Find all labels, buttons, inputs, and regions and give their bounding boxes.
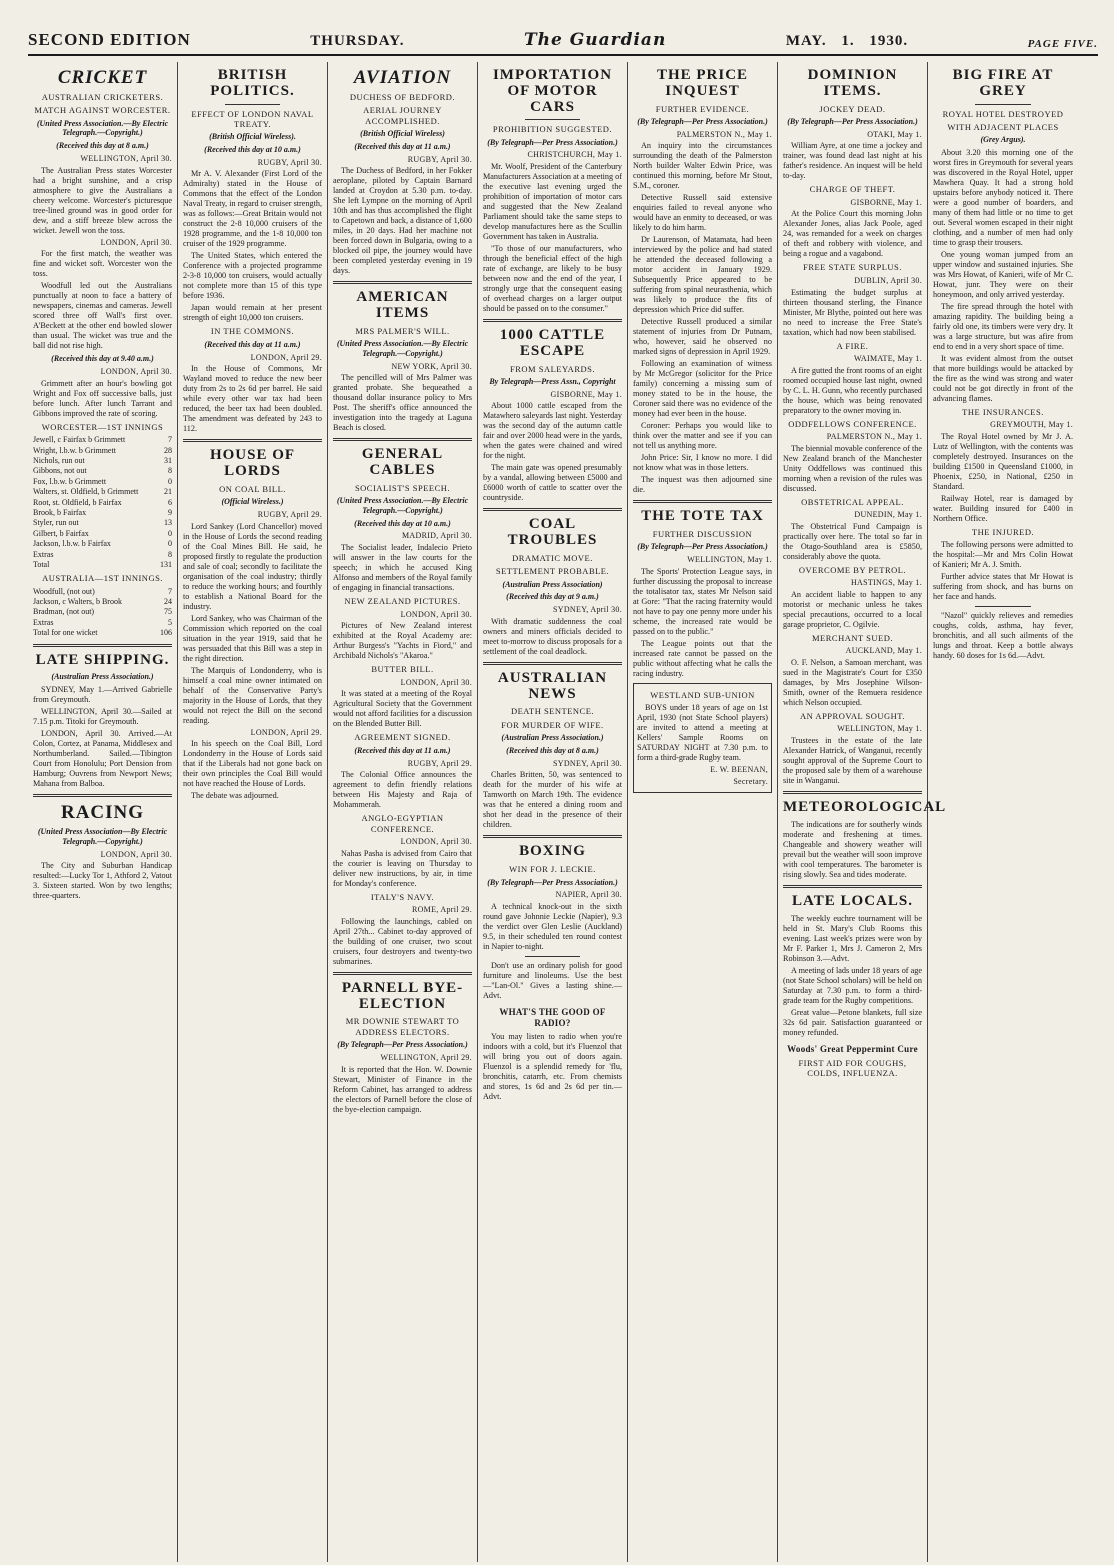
headline-late-locals: LATE LOCALS.: [792, 892, 913, 909]
score-row: Walters, st. Oldfield, b Grimmett 21: [33, 487, 172, 497]
article-paragraph: Detective Russell said extensive enquiries failed to reveal anyone who would have an enmity to deceased, or was likely to do him harm.: [633, 193, 772, 233]
article-paragraph: Lord Sankey (Lord Chancellor) moved in the House of Lords the second reading of the Coal Mines Bill. He said, he proposed firstly to regulate the production and sale of coal; secondly to facilitate the organisation of the coal industry; thirdly to reduce the working hours; and fourthly to establish a National Board for the industry.: [183, 521, 322, 611]
advertisement: Don't use an ordinary polish for good furniture and linoleums. Use the best —"Lan-Ol." Gives a lasting shine.—Advt.: [483, 961, 622, 1001]
column-1: [28, 62, 178, 1562]
article-paragraph: Dr Laurenson, of Matamata, had been interviewed by the police and had stated he attended the deceased following a motor accident in January 1929. Subsequently Price appeared to be suffering from spinal neurasthenia, which was likely to produce the fits of depression which Price did suffer.: [633, 235, 772, 315]
article-paragraph: Following the launchings, cabled on April 27th... Cabinet to-day approved of the building of one cruiser, two scout cruisers, four destroyers and twenty-two submarines.: [333, 916, 472, 966]
score-row: Woodfull, (not out) 7: [33, 586, 172, 596]
received-note: (Received this day at 8 a.m.): [506, 745, 599, 755]
dateline: WELLINGTON, May 1.: [837, 724, 922, 734]
received-note: (Received this day at 10 a.m.): [204, 144, 301, 154]
masthead-date: MAY. 1. 1930.: [785, 33, 909, 49]
article-paragraph: The Sports' Protection League says, in further discussing the proposal to increase the totalisator tax, states Mr Nelson said at Gore: "That the racing fraternity would not have to pay one penny more under his scheme, the increased rate would be passed on to the public.": [633, 566, 772, 636]
score-row: Jackson, c Walters, b Brook 24: [33, 597, 172, 607]
press-credit: (Australian Press Association): [502, 579, 603, 589]
divider: [33, 794, 172, 797]
article-paragraph: The City and Suburban Handicap resulted:—Lucky Tor 1, Athford 2, Vatout 3. Sixteen started. Won by two lengths; three-quarters.: [33, 861, 172, 901]
score-row: Nichols, run out 31: [33, 456, 172, 466]
article-paragraph: With dramatic suddenness the coal owners and miners officials decided to meet to-morrow to discuss proposals for a settlement of the coal deadlock.: [483, 616, 622, 656]
dateline: WELLINGTON, April 30.: [80, 153, 172, 163]
article-paragraph: Woodfull led out the Australians punctually at noon to face a battery of newspapers, cinemas and cameras. Jewell scored three off Wall's first over. A'Beckett at the other end bowled slower than usual. The wicket was true and the ball did not rise high.: [33, 281, 172, 351]
score-row: Jewell, c Fairfax b Grimmett 7: [33, 435, 172, 445]
headline-tote-tax: THE TOTE TAX: [641, 508, 764, 525]
subhead: ITALY'S NAVY.: [370, 891, 435, 902]
subhead: MERCHANT SUED.: [812, 633, 893, 644]
dateline: RUGBY, April 30.: [407, 154, 472, 164]
press-credit: (British Official Wireless).: [209, 132, 296, 142]
masthead: [28, 30, 1098, 56]
dateline: SYDNEY, April 30.: [553, 758, 622, 768]
divider: [975, 606, 1031, 607]
subhead: FURTHER DISCUSSION: [652, 529, 753, 540]
page-number: PAGE FIVE.: [1027, 38, 1098, 50]
dateline: WELLINGTON, April 29.: [380, 1052, 472, 1062]
article-paragraph: A technical knock-out in the sixth round gave Johnnie Leckie (Napier), 9.3 the verdict over Glen Leslie (Auckland) 9.5, in their scheduled ten round contest in Napier to-night.: [483, 902, 622, 952]
subhead: FROM SALEYARDS.: [510, 363, 595, 374]
dateline: LONDON, April 29.: [250, 352, 322, 362]
article-paragraph: It is reported that the Hon. W. Downie Stewart, Minister of Finance in the Reform Cabinet, has arranged to address the electors of Parnell before the close of the bye-election campaign.: [333, 1064, 472, 1114]
column-5: [628, 62, 778, 1562]
article-paragraph: The debate was adjourned.: [191, 791, 279, 801]
subhead: CHARGE OF THEFT.: [809, 184, 896, 195]
divider: [633, 500, 772, 503]
divider: [483, 508, 622, 511]
headline-importation-motor-cars: IMPORTATION OF MOTOR CARS: [492, 67, 613, 115]
dateline: LONDON, April 30.: [100, 237, 172, 247]
headline-australian-news: AUSTRALIAN NEWS: [497, 669, 608, 702]
headline-general-cables: GENERAL CABLES: [361, 446, 444, 479]
press-credit: (Australian Press Association.): [51, 672, 154, 682]
subhead: AERIAL JOURNEY ACCOMPLISHED.: [363, 105, 442, 126]
press-credit: (By Telegraph—Per Press Association.): [637, 542, 768, 552]
article-paragraph: Lord Sankey, who was Chairman of the Commission which reported on the coal situation in the year 1919, said that he was persuaded that this Bill was a step in the right direction.: [183, 613, 322, 663]
divider: [525, 119, 581, 120]
dateline: PALMERSTON N., May 1.: [676, 129, 772, 139]
column-4: [478, 62, 628, 1562]
headline-parnell-bye-election: PARNELL BYE-ELECTION: [341, 979, 464, 1012]
newspaper-title: The Guardian: [523, 30, 667, 50]
edition-label: SECOND EDITION: [28, 30, 191, 49]
dateline: LONDON, April 30.: [400, 837, 472, 847]
subhead: IN THE COMMONS.: [210, 326, 295, 337]
article-paragraph: The following persons were admitted to the hospital:—Mr and Mrs Colin Howat of Kanieri; Mr A. J. Smith.: [933, 540, 1073, 570]
article-paragraph: Grimmett after an hour's bowling got Wright and Fox off successive balls, just before lunch. After lunch Tarrant and Gibbons improved the rate of scoring.: [33, 378, 172, 418]
headline-cattle-escape: 1000 CATTLE ESCAPE: [499, 327, 606, 359]
subhead: DEATH SENTENCE.: [510, 706, 595, 717]
article-paragraph: The fire spread through the hotel with amazing rapidity. The building being a fairly old one, its timbers were very dry. It was a large structure, but was afire from end to end in a very short space of time.: [933, 301, 1073, 351]
score-row: Gilbert, b Fairfax 0: [33, 528, 172, 538]
scorecard-title: WORCESTER—1ST INNINGS: [41, 421, 164, 432]
column-7: [928, 62, 1078, 1562]
article-paragraph: Charles Britten, 50, was sentenced to death for the murder of his wife at Tamworth on March 19th. The evidence was that he entered a dining room and shot her dead in the presence of their children.: [483, 770, 622, 830]
notice-text: BOYS under 18 years of age on 1st April, 1930 (not State School players) are invited to attend a meeting at Kellers' Sample Rooms on SATURDAY NIGHT at 7.30 p.m. to form a third-grade Rugby team.: [637, 703, 768, 763]
score-row: Styler, run out 13: [33, 518, 172, 528]
press-credit: (Official Wireless.): [221, 497, 284, 507]
article-paragraph: Nahas Pasha is advised from Cairo that the courier is leaving on Thursday to deliver new instructions, by air, in time for Monday's conference.: [333, 848, 472, 888]
score-row: Bradman, (not out) 75: [33, 607, 172, 617]
received-note: (Received this day at 11 a.m.): [204, 339, 301, 349]
dateline: OTAKI, May 1.: [867, 129, 922, 139]
headline-aviation: AVIATION: [353, 67, 452, 88]
article-paragraph: Mr. Woolf, President of the Canterbury Manufacturers Association at a meeting of the executive last evening urged the prohibition of importation of motor cars and suggested that the New Zealand Parliament should take the same steps to develop manufactures here as the Scullin Government has taken in Australia.: [483, 162, 622, 242]
headline-boxing: BOXING: [519, 843, 586, 860]
article-paragraph: It was evident almost from the outset that more buildings would be attacked by the fire as the wind was strong and water could not be got directly in front of the advancing flames.: [933, 353, 1073, 403]
subhead: ROYAL HOTEL DESTROYED: [942, 108, 1064, 119]
dateline: GISBORNE, May 1.: [850, 197, 922, 207]
subhead: THE INSURANCES.: [962, 406, 1044, 417]
headline-cricket: CRICKET: [57, 67, 148, 88]
received-note: (Received this day at 8 a.m.): [56, 141, 149, 151]
divider: [33, 644, 172, 647]
dateline: ROME, April 29.: [411, 905, 472, 915]
advertisement: You may listen to radio when you're indoors with a cold, but it's Fluenzol that will bring you out of doors again. Fluenzol is a splendid remedy for 'flu, bronchitis, catarrh, etc. From chemists and stores, 1s 6d and 2s 6d per tin.—Advt.: [483, 1031, 622, 1101]
subhead: WITH ADJACENT PLACES: [947, 121, 1059, 132]
subhead: SOCIALIST'S SPEECH.: [354, 482, 451, 493]
masthead-day: THURSDAY.: [310, 33, 405, 49]
article-paragraph: The pencilled will of Mrs Palmer was granted probate. She bequeathed a thousand dollar insurance policy to Mrs Post. The sheriff's office announced the investigation into the tragedy at Laguna Beach is closed.: [333, 373, 472, 433]
received-note: (Received this day at 10 a.m.): [354, 518, 451, 528]
divider: [525, 956, 581, 957]
peppermint-cure-tagline: FIRST AID FOR COUGHS, COLDS, INFLUENZA.: [798, 1057, 907, 1079]
dateline: MADRID, April 30.: [402, 531, 472, 541]
westland-notice: [633, 683, 772, 793]
subhead: AGREEMENT SIGNED.: [354, 732, 451, 743]
subhead: ON COAL BILL.: [219, 483, 286, 494]
article-paragraph: An accident liable to happen to any motorist or mechanic unless he takes special precautions, occurred to a local garage proprietor, C. Ogilvie.: [783, 590, 922, 630]
article-paragraph: The main gate was opened presumably by a vandal, allowing between £5000 and £6000 worth of cattle to scatter over the countryside.: [483, 463, 622, 503]
dateline: RUGBY, April 29.: [257, 509, 322, 519]
dateline: WELLINGTON, May 1.: [687, 555, 772, 565]
score-row: Wright, l.b.w. b Grimmett 28: [33, 445, 172, 455]
press-credit: (United Press Association.—By Electric Telegraph.—Copyright.): [336, 496, 469, 515]
article-paragraph: Pictures of New Zealand interest exhibited at the Royal Academy are: Arthur Burgess's "Yachts in Fiord," and Archibald Nichols's "Akaroa.": [333, 621, 472, 661]
score-row: Root, st. Oldfield, b Fairfax 6: [33, 497, 172, 507]
article-paragraph: John Price: Sir, I know no more. I did not know what was in those letters.: [633, 453, 772, 473]
article-paragraph: LONDON, April 30. Arrived.—At Colon, Cortez, at Panama, Middlesex and Northumberland. Sailed.—Tibington Court from Honolulu; Port Dension from Hamburg; Ouvrens from Newport News; Mahana from Balboa.: [33, 729, 172, 789]
headline-racing: RACING: [60, 802, 145, 824]
press-credit: (Australian Press Association.): [501, 733, 604, 743]
column-2: [178, 62, 328, 1562]
notice-signature-title: Secretary.: [733, 777, 768, 787]
advertisement: "Nazol" quickly relieves and remedies coughs, colds, asthma, hay fever, bronchitis, and all such ailments of the lungs and throat. Keep a bottle always handy. 60 doses for 1s 6d.—Advt.: [933, 611, 1073, 661]
press-credit: (By Telegraph—Per Press Association.): [487, 137, 618, 147]
headline-big-fire: BIG FIRE AT GREY: [952, 67, 1054, 99]
article-paragraph: Coroner: Perhaps you would like to think over the matter and see if you can not tell us anything more.: [633, 421, 772, 451]
dateline: RUGBY, April 29.: [407, 758, 472, 768]
dateline: HASTINGS, May 1.: [850, 578, 922, 588]
notice-signature: E. W. BEENAN,: [710, 765, 768, 775]
received-note: (Received this day at 11 a.m.): [354, 745, 451, 755]
dateline: PALMERSTON N., May 1.: [826, 432, 922, 442]
article-paragraph: The Colonial Office announces the agreement to defin friendly relations between His Majesty and Raja of Mohammerah.: [333, 770, 472, 810]
dateline: GREYMOUTH, May 1.: [990, 420, 1073, 430]
scorecard-worcester: [33, 435, 172, 570]
article-paragraph: In his speech on the Coal Bill, Lord Londonderry in the House of Lords said that if the Liberals had not gone back on their own principles the Coal Bill would not have reached the House of Lords.: [183, 739, 322, 789]
score-row: Jackson, l.b.w. b Fairfax 0: [33, 539, 172, 549]
divider: [483, 319, 622, 322]
article-paragraph: At the Police Court this morning John Alexander Jones, alias Jack Poole, aged 24, was remanded for a week on charges of theft and robbery with violence, and being a rogue and a vagabond.: [783, 209, 922, 259]
divider: [333, 972, 472, 975]
received-note: (Received this day at 9 a.m.): [506, 592, 599, 602]
received-note: (Received this day at 9.40 a.m.): [51, 354, 154, 364]
score-row: Fox, l.b.w. b Grimmett 0: [33, 476, 172, 486]
subhead: FREE STATE SURPLUS.: [803, 262, 902, 273]
dateline: SYDNEY, April 30.: [553, 605, 622, 615]
score-row: Extras 8: [33, 549, 172, 559]
dateline: DUBLIN, April 30.: [854, 275, 922, 285]
score-total: Total for one wicket 106: [33, 628, 172, 638]
subhead: AN APPROVAL SOUGHT.: [800, 711, 905, 722]
dateline: NAPIER, April 30.: [555, 890, 622, 900]
press-credit: (By Telegraph—Per Press Association.): [637, 116, 768, 126]
subhead: DUCHESS OF BEDFORD.: [349, 91, 456, 102]
dateline: NEW YORK, April 30.: [391, 361, 472, 371]
dateline: RUGBY, April 30.: [257, 157, 322, 167]
divider: [783, 791, 922, 794]
divider: [333, 438, 472, 441]
article-paragraph: SYDNEY, May 1.—Arrived Gabrielle from Greymouth.: [33, 685, 172, 705]
headline-dominion-items: DOMINION ITEMS.: [807, 67, 898, 99]
article-paragraph: A meeting of lads under 18 years of age (not State School scholars) will be held on Saturday at 7.30 p.m. to form a third-grade team for the Rugby competitions.: [783, 965, 922, 1005]
subhead: PROHIBITION SUGGESTED.: [492, 124, 613, 135]
article-paragraph: One young woman jumped from an upper window and sustained injuries. She was Mrs Howat, of Kanieri, wife of Mr C. Howat, junr. They were on their honeymoon, and only arrived yesterday.: [933, 249, 1073, 299]
article-paragraph: The Marquis of Londonderry, who is himself a coal mine owner intimated on behalf of the Conservative Party's majority in the House of Lords, that they would not reject the Bill on the second reading.: [183, 665, 322, 725]
subhead: FURTHER EVIDENCE.: [655, 103, 750, 114]
subhead: A FIRE.: [836, 340, 869, 351]
column-6: [778, 62, 947, 1562]
radio-ad-heading: WHAT'S THE GOOD OF RADIO?: [499, 1007, 606, 1028]
article-paragraph: "To those of our manufacturers, who through the beneficial effect of the high rate of exchange, are likely to be busy between now and the end of the year, I strongly urge that the consequent easing of overhead charges on a larger output should be passed on to the consumer.": [483, 244, 622, 314]
article-paragraph: The Socialist leader, Indalecio Prieto will answer in the law courts for the speech; in which he accused King Alfonso and members of the Royal family of engaging in financial transactions.: [333, 543, 472, 593]
dateline: GISBORNE, May 1.: [550, 389, 622, 399]
score-row: Gibbons, not out 8: [33, 466, 172, 476]
subhead: NEW ZEALAND PICTURES.: [344, 596, 461, 607]
scorecard-australia: [33, 587, 172, 639]
press-credit: By Telegraph—Press Assn., Copyright: [489, 376, 616, 386]
dateline: LONDON, April 30.: [100, 367, 172, 377]
article-paragraph: In the House of Commons, Mr Wayland moved to reduce the new beer duty from 2s to 2s 6d per barrel. He said while every other war tax had been reduced, the beer tax had been doubled. The amendment was defeated by 243 to 112.: [183, 364, 322, 434]
headline-price-inquest: THE PRICE INQUEST: [656, 67, 749, 99]
divider: [483, 662, 622, 665]
article-paragraph: Trustees in the estate of the late Alexander Hatrick, of Wanganui, recently sought approval of the Supreme Court to the proposed sale by them of a warehouse site in Wanganui.: [783, 736, 922, 786]
score-row: Extras 5: [33, 617, 172, 627]
headline-coal-troubles: COAL TROUBLES: [507, 516, 598, 549]
subhead: THE INJURED.: [971, 527, 1035, 538]
article-paragraph: The United States, which entered the Conference with a projected programme 2-3-8 10,000 ton cruisers, would actually not complete more than 15 of this type before 1936.: [183, 251, 322, 301]
dateline: DUNEDIN, May 1.: [854, 510, 922, 520]
dateline: LONDON, April 30.: [100, 849, 172, 859]
article-paragraph: About 1000 cattle escaped from the Matawhero saleyards last night. Yesterday was the second day of the autumn cattle fair and over 2000 head were in the yards, when the gates were chained and wired for the night.: [483, 401, 622, 461]
article-paragraph: Mr A. V. Alexander (First Lord of the Admiralty) stated in the House of Commons that the effect of the London Naval Treaty, in regard to cruiser strength, was as follows:—Great Britain would not construct the 2-8 10,000 cruisers of the 1928 programme, and the 1-8 10,000 ton cruiser of the 1929 programme.: [183, 169, 322, 249]
subhead: ANGLO-EGYPTIAN CONFERENCE.: [361, 813, 444, 834]
divider: [975, 104, 1031, 105]
article-paragraph: An inquiry into the circumstances surrounding the death of the Palmerston North builder Walter Edwin Price, was continued this morning, before Mr Stout, S.M., coroner.: [633, 141, 772, 191]
article-paragraph: William Ayre, at one time a jockey and trainer, was found dead last night at his father's residence. An inquest will be held to-day.: [783, 141, 922, 181]
subhead: JOCKEY DEAD.: [819, 103, 886, 114]
dateline: WAIMATE, May 1.: [853, 353, 922, 363]
article-paragraph: The League points out that the increased rate cannot be passed on the public without affecting what he calls the racing industry.: [633, 638, 772, 678]
subhead: OBSTETRICAL APPEAL.: [801, 496, 904, 507]
press-credit: (United Press Association.—By Electric Telegraph.—Copyright.): [336, 339, 469, 358]
headline-meteorological: METEOROLOGICAL: [783, 799, 947, 816]
press-credit: (By Telegraph—Per Press Association.): [787, 116, 918, 126]
article-paragraph: The weekly euchre tournament will be held in St. Mary's Club Rooms this evening. Last week's prizes were won by Mr F. Parker 1, Mrs J. Cameron 2, Mrs Robinson 3.—Advt.: [783, 913, 922, 963]
subhead: BUTTER BILL.: [371, 664, 434, 675]
press-credit: (By Telegraph—Per Press Association.): [337, 1040, 468, 1050]
article-paragraph: Further advice states that Mr Howat is suffering from shock, and has burns on her face and hands.: [933, 572, 1073, 602]
subhead: MRS PALMER'S WILL.: [355, 325, 450, 336]
headline-british-politics: BRITISH POLITICS.: [210, 67, 295, 99]
press-credit: (United Press Association—By Electric Telegraph.—Copyright.): [37, 827, 168, 846]
subhead: OVERCOME BY PETROL.: [798, 564, 907, 575]
article-paragraph: The inquest was then adjourned sine die.: [633, 475, 772, 495]
peppermint-cure-ad: Woods' Great Peppermint Cure: [787, 1043, 918, 1054]
subhead: AUSTRALIAN CRICKETERS.: [41, 91, 164, 102]
dateline: LONDON, April 30.: [400, 677, 472, 687]
article-paragraph: The Duchess of Bedford, in her Fokker aeroplane, piloted by Captain Barnard landed at Croydon at 5.30 p.m. to-day. She left Lympne on the morning of April 10th and has thus accomplished the flight to Capetown and back, a distance of 1,600 miles, in 20 days. Had her machine not been forced down in Bulgaria, owing to a blocked oil pipe, the journey would have been completed yesterday evening in 19 days.: [333, 166, 472, 276]
article-paragraph: The Royal Hotel owned by Mr J. A. Lutz of Wellington, with the contents was completely destroyed. Insurances on the building £1500 in Queensland £1000, in Phoenix, £250, in National, £250 in Standard.: [933, 432, 1073, 492]
subhead: DRAMATIC MOVE.: [512, 552, 593, 563]
headline-house-of-lords: HOUSE OF LORDS: [209, 447, 296, 480]
article-paragraph: The Obstetrical Fund Campaign is practically over here. The total so far in the Otago-Southland area is £5850, considerably above the quota.: [783, 521, 922, 561]
press-credit: (By Telegraph—Per Press Association.): [487, 877, 618, 887]
subhead: MR DOWNIE STEWART TO ADDRESS ELECTORS.: [345, 1016, 460, 1037]
article-paragraph: Estimating the budget surplus at thirteen thousand sterling, the Finance Minister, Mr Blythe, pointed out here was no need to increase the Free State's taxation, which had now been stabilised.: [783, 287, 922, 337]
subhead: FOR MURDER OF WIFE.: [501, 719, 604, 730]
article-paragraph: About 3.20 this morning one of the worst fires in Greymouth for several years was discovered in the Royal Hotel, upper Mawhera Quay. It had a strong hold upstairs before anybody noticed it. There were a good number of boarders, and many of them had little or no time to get out. Several women escaped in their night clothing, and a number of men had only time to grasp their trousers.: [933, 147, 1073, 247]
article-paragraph: It was stated at a meeting of the Royal Agricultural Society that the Government would not afford facilities for a discussion on the Blended Butter Bill.: [333, 689, 472, 729]
article-paragraph: The indications are for southerly winds moderate and freshening at times. Changeable and showery weather will prevail but the weather will soon improve with cool temperatures. The barometer is rising slowly. Sea and tides moderate.: [783, 819, 922, 879]
article-paragraph: Great value—Petone blankets, full size 32s 6d pair. Satisfaction guaranteed or money refunded.: [783, 1007, 922, 1037]
column-3: [328, 62, 478, 1562]
headline-late-shipping: LATE SHIPPING.: [35, 651, 170, 668]
press-credit: (British Official Wireless): [360, 129, 445, 139]
subhead: MATCH AGAINST WORCESTER.: [34, 105, 171, 116]
received-note: (Received this day at 11 a.m.): [354, 141, 451, 151]
press-credit: (Grey Argus).: [980, 135, 1026, 145]
dateline: AUCKLAND, May 1.: [845, 646, 922, 656]
columns: [28, 62, 1098, 1562]
article-paragraph: Detective Russell produced a similar statement of injuries from Dr Putnam, who, however, said he observed no marked signs of depression in April 1929.: [633, 317, 772, 357]
article-paragraph: O. F. Nelson, a Samoan merchant, was sued in the Magistrate's Court for £350 damages, by Mrs Josephine Wilson-Smith, owner of the Remuera residence which Nelson occupied.: [783, 658, 922, 708]
score-total: Total 131: [33, 559, 172, 569]
divider: [483, 835, 622, 838]
divider: [225, 104, 281, 105]
subhead: SETTLEMENT PROBABLE.: [495, 566, 610, 577]
article-paragraph: Japan would remain at her present strength of eight 10,000 ton cruisers.: [183, 303, 322, 323]
article-paragraph: For the first match, the weather was fine and wicket soft. Worcester won the toss.: [33, 249, 172, 279]
subhead: EFFECT OF LONDON NAVAL TREATY.: [191, 108, 314, 129]
divider: [783, 885, 922, 888]
article-paragraph: A fire gutted the front rooms of an eight roomed occupied house last night, owned by C. L. H. Gunn, who recently purchased the house, which was being renovated preparatory to the owner moving in.: [783, 365, 922, 415]
article-paragraph: Railway Hotel, rear is damaged by water. Building insured for £400 in Northern Office.: [933, 494, 1073, 524]
divider: [333, 281, 472, 284]
headline-american-items: AMERICAN ITEMS: [356, 289, 449, 322]
article-paragraph: The biennial movable conference of the New Zealand branch of the Manchester Unity Oddfellows was continued this morning when a revision of the rules was discussed.: [783, 443, 922, 493]
dateline: CHRISTCHURCH, May 1.: [527, 150, 622, 160]
subhead: WIN FOR J. LECKIE.: [509, 864, 596, 875]
subhead: ODDFELLOWS CONFERENCE.: [788, 418, 917, 429]
divider: [183, 439, 322, 442]
score-row: Brook, b Fairfax 9: [33, 508, 172, 517]
notice-heading: WESTLAND SUB-UNION: [650, 689, 755, 700]
scorecard-title: AUSTRALIA—1ST INNINGS.: [42, 573, 163, 584]
press-credit: (United Press Association.—By Electric Telegraph.—Copyright.): [36, 118, 169, 138]
article-paragraph: The Australian Press states Worcester had a bright sunshine, and a crisp atmosphere to give the Australians a cheery welcome. Worcester's picturesque tree-lined ground was in good order for dew, and a stiff breeze blew across the wicket. Jewell won the toss.: [33, 165, 172, 235]
article-paragraph: WELLINGTON, April 30.—Sailed at 7.15 p.m. Titoki for Greymouth.: [33, 707, 172, 727]
dateline: LONDON, April 30.: [400, 609, 472, 619]
dateline: LONDON, April 29.: [250, 727, 322, 737]
article-paragraph: Following an examination of witness by Mr McGregor (solicitor for the Price family) concerning a missing sum of money stated to be in the house, the Coroner said there was no evidence of the money had ever been in the house.: [633, 359, 772, 419]
